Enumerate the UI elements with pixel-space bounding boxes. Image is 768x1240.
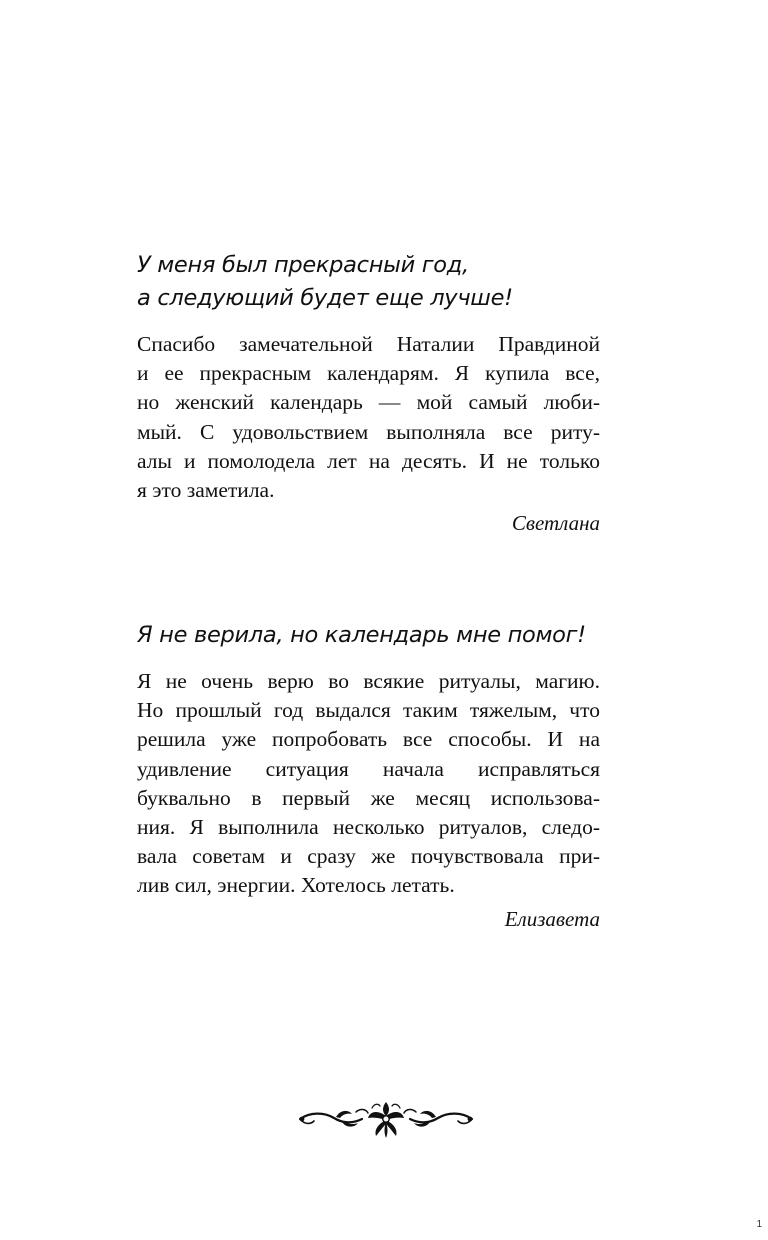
review-text-line: мый. С удовольствием выполняла все риту- xyxy=(137,419,600,444)
review-title-line: Я не верила, но календарь мне помог! xyxy=(137,622,586,648)
page-number: 1 xyxy=(756,1219,762,1230)
review-elizaveta xyxy=(137,619,600,933)
review-text-line: Спасибо замечательной Наталии Правдиной xyxy=(137,332,600,356)
review-text-line: я это заметила. xyxy=(137,477,275,502)
floral-divider-icon xyxy=(296,1098,476,1140)
review-title xyxy=(137,619,600,652)
review-text xyxy=(137,667,600,901)
review-text-line: вала советам и сразу же почувствовала при- xyxy=(137,844,600,869)
review-text-line: ния. Я выполнила несколько ритуалов, следо- xyxy=(137,814,600,839)
review-title-line: а следующий будет еще лучше! xyxy=(137,285,513,311)
review-text-line: Но прошлый год выдался таким тяжелым, что xyxy=(137,698,600,723)
review-svetlana xyxy=(137,249,600,537)
review-title-line: У меня был прекрасный год, xyxy=(137,252,469,278)
review-author: Елизавета xyxy=(504,906,600,931)
review-text-line: но женский календарь — мой самый люби- xyxy=(137,390,600,415)
review-text-line: лив сил, энергии. Хотелось летать. xyxy=(137,873,455,898)
review-author: Светлана xyxy=(511,511,600,536)
review-text-line: решила уже попробовать все способы. И на xyxy=(137,727,600,752)
review-text-line: и ее прекрасным календарям. Я купила все, xyxy=(137,361,600,386)
review-text xyxy=(137,330,600,505)
review-text-line: удивление ситуация начала исправляться xyxy=(137,756,600,781)
review-text-line: Я не очень верю во всякие ритуалы, магию. xyxy=(137,669,600,693)
review-text-line: буквально в первый же месяц использова- xyxy=(137,785,600,810)
review-title xyxy=(137,249,600,315)
review-text-line: алы и помолодела лет на десять. И не только xyxy=(137,448,600,473)
